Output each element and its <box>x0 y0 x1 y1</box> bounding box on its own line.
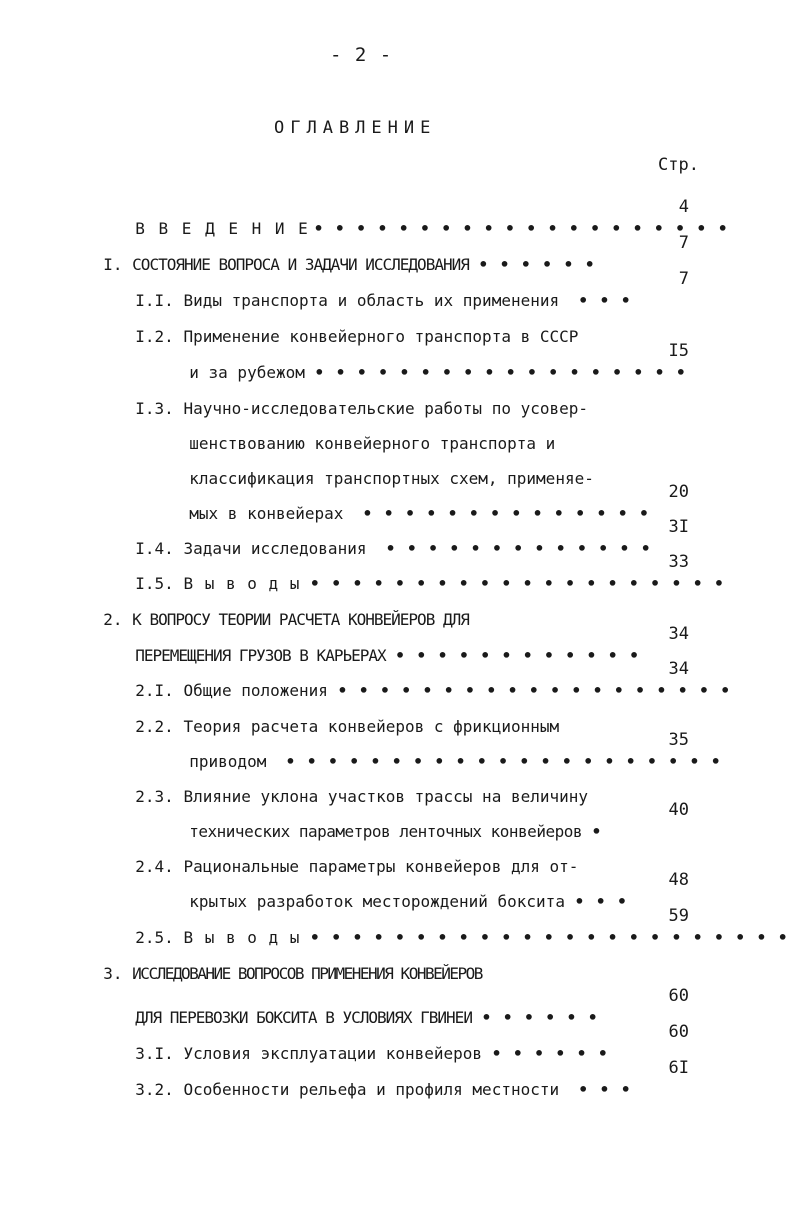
toc-entry <box>170 729 722 771</box>
toc-page: 33 <box>668 552 689 572</box>
toc-entry-text: ИССЛЕДОВАНИЕ ВОПРОСОВ ПРИМЕНЕНИЯ КОНВЕЙЕРОВ <box>132 964 482 983</box>
toc-page: 34 <box>668 659 689 679</box>
toc-entry-number: 3.2. <box>135 1080 174 1099</box>
toc-page: 3I <box>668 517 689 537</box>
toc-entry <box>116 658 731 700</box>
leader-dots: • • • <box>574 892 628 911</box>
toc-entry <box>170 446 594 488</box>
toc-entry-text: ПЕРЕМЕЩЕНИЯ ГРУЗОВ В КАРЬЕРАХ <box>135 646 386 665</box>
toc-entry <box>170 411 556 453</box>
toc-entry-text: В В Е Д Е Н И Е <box>135 219 310 238</box>
toc-page: 40 <box>668 800 689 820</box>
toc-entry-text: ДЛЯ ПЕРЕВОЗКИ БОКСИТА В УСЛОВИЯХ ГВИНЕИ <box>135 1008 472 1027</box>
toc-entry-number: 3. <box>103 964 123 983</box>
leader-dots: • • • • • • <box>481 1008 599 1027</box>
toc-entry-text: Теория расчета конвейеров с фрикционным <box>183 717 560 736</box>
leader-dots: • • • • • • • • • • • • • • • • • • <box>314 363 687 382</box>
toc-entry <box>84 232 596 274</box>
leader-dots: • <box>591 822 603 841</box>
toc-page: 6I <box>668 1058 689 1078</box>
toc-entry <box>116 551 725 593</box>
toc-entry-text: Особенности рельефа и профиля местности <box>183 1080 560 1099</box>
toc-page: 59 <box>668 906 689 926</box>
toc-entry <box>170 869 628 911</box>
toc-entry-text: мых в конвейерах <box>189 504 344 523</box>
toc-entry-text: и за рубежом <box>189 363 305 382</box>
toc-entry <box>116 1057 632 1099</box>
toc-entry-number: I. <box>103 255 123 274</box>
toc-page: 4 <box>678 197 689 217</box>
toc-title: ОГЛАВЛЕНИЕ <box>274 118 437 138</box>
toc-entry-text: Применение конвейерного транспорта в СССР <box>183 327 579 346</box>
toc-entry <box>84 941 482 983</box>
toc-entry-text: Общие положения <box>183 681 328 700</box>
toc-page: I5 <box>668 341 689 361</box>
page-column-header: Стр. <box>658 155 699 175</box>
leader-dots: • • • • • • • • • • • • • • <box>362 504 650 523</box>
toc-entry-text: В ы в о д ы <box>183 574 301 593</box>
toc-page: 7 <box>678 233 689 253</box>
toc-entry-text: крытых разработок месторождений боксита <box>189 892 565 911</box>
toc-entry-text: В ы в о д ы <box>183 928 301 947</box>
leader-dots: • • • • • • • • • • • • <box>395 646 640 665</box>
toc-page: 60 <box>668 1022 689 1042</box>
toc-entry <box>170 481 650 523</box>
leader-dots: • • • • • • <box>491 1044 609 1063</box>
toc-entry-number: 2.4. <box>135 857 174 876</box>
leader-dots: • • • • • • • • • • • • • • • • • • • • <box>313 219 729 238</box>
toc-entry-number: I.3. <box>135 399 174 418</box>
leader-dots: • • • • • • • • • • • • • • • • • • • • • • • <box>310 928 789 947</box>
toc-entry <box>116 196 729 238</box>
toc-entry-text: технических параметров ленточных конвейеров <box>189 822 582 841</box>
toc-entry-text: Влияние уклона участков трассы на величину <box>183 787 589 806</box>
toc-entry-text: Условия эксплуатации конвейеров <box>183 1044 483 1063</box>
toc-entry-number: 2.I. <box>135 681 174 700</box>
toc-entry-number: 3.I. <box>135 1044 174 1063</box>
toc-entry <box>116 376 589 418</box>
toc-entry <box>116 304 579 346</box>
toc-entry <box>170 340 687 382</box>
leader-dots: • • • • • • • • • • • • • • • • • • • • • <box>285 752 722 771</box>
toc-entry-text: СОСТОЯНИЕ ВОПРОСА И ЗАДАЧИ ИССЛЕДОВАНИЯ <box>132 255 469 274</box>
toc-entry-text: Рациональные параметры конвейеров для от- <box>183 857 579 876</box>
toc-entry <box>116 623 640 665</box>
toc-entry <box>116 1021 609 1063</box>
leader-dots: • • • • • • • • • • • • • • • • • • • <box>337 681 731 700</box>
leader-dots: • • • • • • <box>478 255 596 274</box>
toc-entry-text: Научно-исследовательские работы по усовер- <box>183 399 589 418</box>
toc-entry <box>116 516 652 558</box>
toc-entry-text: классификация транспортных схем, применяе- <box>189 469 594 488</box>
toc-entry-text: Виды транспорта и область их применения <box>183 291 560 310</box>
leader-dots: • • • <box>578 1080 632 1099</box>
toc-entry-text: шенствованию конвейерного транспорта и <box>189 434 556 453</box>
toc-entry-number: 2.2. <box>135 717 174 736</box>
toc-entry-number: I.5. <box>135 574 174 593</box>
toc-entry-text: К ВОПРОСУ ТЕОРИИ РАСЧЕТА КОНВЕЙЕРОВ ДЛЯ <box>132 610 469 629</box>
page-number: - 2 - <box>330 44 393 66</box>
toc-page: 48 <box>668 870 689 890</box>
toc-page: 60 <box>668 986 689 1006</box>
leader-dots: • • • • • • • • • • • • • <box>385 539 652 558</box>
toc-entry <box>116 268 632 310</box>
toc-entry-number: 2. <box>103 610 123 629</box>
toc-entry-number: I.4. <box>135 539 174 558</box>
toc-entry <box>84 587 469 629</box>
leader-dots: • • • <box>578 291 632 310</box>
toc-entry <box>170 799 603 841</box>
toc-page: 35 <box>668 730 689 750</box>
leader-dots: • • • • • • • • • • • • • • • • • • • • <box>310 574 725 593</box>
toc-page: 7 <box>678 269 689 289</box>
toc-entry-text: приводом <box>189 752 267 771</box>
toc-entry <box>116 834 579 876</box>
toc-entry-text: Задачи исследования <box>183 539 367 558</box>
toc-entry <box>116 764 589 806</box>
toc-entry-number: 2.3. <box>135 787 174 806</box>
toc-entry <box>116 985 599 1027</box>
toc-page: 34 <box>668 624 689 644</box>
toc-entry-number: I.I. <box>135 291 174 310</box>
toc-page: 20 <box>668 482 689 502</box>
toc-entry-number: 2.5. <box>135 928 174 947</box>
toc-entry-number: I.2. <box>135 327 174 346</box>
toc-entry <box>116 694 560 736</box>
